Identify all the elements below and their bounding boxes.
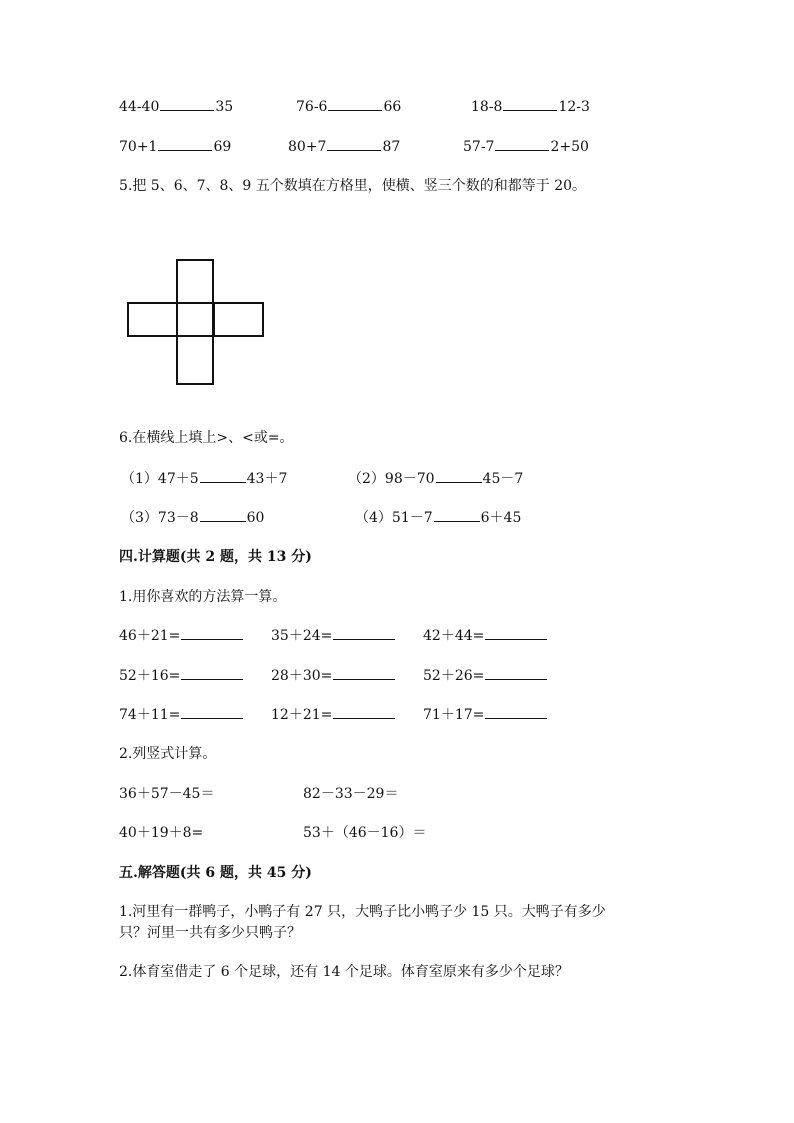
compare-left: 76-6 [296,99,328,115]
question-5-text: 5.把 5、6、7、8、9 五个数填在方格里，使横、竖三个数的和都等于 20。 [119,178,587,194]
question-6-title: 6.在横线上填上>、<或=。 [119,430,294,446]
answer-blank[interactable] [495,137,549,151]
q6-item [348,469,523,489]
answer-blank[interactable] [485,666,547,680]
answer-blank[interactable] [328,97,382,111]
calc-expression: 46＋21= [119,628,181,644]
calc-expression: 71＋17= [423,707,485,723]
q6-right: 43＋7 [246,471,288,487]
compare-item [119,137,231,157]
calc-item [271,626,396,646]
answer-blank[interactable] [333,626,395,640]
answer-blank[interactable] [200,508,246,522]
answer-blank[interactable] [434,508,480,522]
compare-right: 12-3 [558,99,590,115]
answer-blank[interactable] [503,97,557,111]
answer-blank[interactable] [181,626,243,640]
calc-expression: 52＋16= [119,668,181,684]
vertical-calc-item: 40＋19＋8= [119,825,204,841]
answer-blank[interactable] [436,469,482,483]
q6-left: （3）73－8 [121,510,199,526]
calc-expression: 12＋21= [271,707,333,723]
answer-blank[interactable] [485,626,547,640]
vertical-calc-item: 36＋57－45＝ [119,786,215,802]
grid-cell-bottom[interactable] [176,335,214,385]
q6-left: （1）47＋5 [121,471,199,487]
section-4-q2-title: 2.列竖式计算。 [119,746,217,762]
compare-right: 66 [383,99,402,115]
answer-blank[interactable] [160,97,214,111]
compare-right: 87 [382,139,401,155]
grid-cell-center[interactable] [176,302,214,337]
section-4-q1-title: 1.用你喜欢的方法算一算。 [119,589,287,605]
q6-right: 45－7 [482,471,524,487]
q6-right: 60 [246,510,265,526]
calc-item [119,705,244,725]
calc-expression: 42＋44= [423,628,485,644]
compare-item [471,97,590,117]
compare-item [296,97,401,117]
answer-blank[interactable] [485,705,547,719]
grid-cell-top[interactable] [176,259,214,304]
compare-left: 70+1 [119,139,158,155]
section-5-q1-line1: 1.河里有一群鸭子，小鸭子有 27 只，大鸭子比小鸭子少 15 只。大鸭子有多少 [119,904,606,920]
calc-item [271,705,396,725]
section-5-title: 五.解答题(共 6 题，共 45 分) [119,865,312,881]
q6-item [121,469,287,489]
q6-item [121,508,264,528]
compare-left: 44-40 [119,99,160,115]
calc-expression: 28＋30= [271,668,333,684]
compare-item [119,97,233,117]
calc-item [423,705,548,725]
compare-right: 35 [215,99,234,115]
answer-blank[interactable] [158,137,212,151]
calc-item [423,626,548,646]
section-5-q1-line2: 只？河里一共有多少只鸭子？ [119,925,301,941]
answer-blank[interactable] [181,705,243,719]
section-5-q2: 2.体育室借走了 6 个足球，还有 14 个足球。体育室原来有多少个足球？ [119,964,569,980]
q6-right: 6＋45 [480,510,522,526]
section-4-title: 四.计算题(共 2 题，共 13 分) [119,549,312,565]
calc-expression: 52＋26= [423,668,485,684]
calc-item [271,666,396,686]
q6-left: （4）51－7 [355,510,433,526]
grid-cell-right[interactable] [213,302,264,337]
answer-blank[interactable] [200,469,246,483]
answer-blank[interactable] [181,666,243,680]
grid-cell-left[interactable] [127,302,178,337]
answer-blank[interactable] [327,137,381,151]
compare-left: 18-8 [471,99,503,115]
compare-right: 69 [213,139,232,155]
q6-left: （2）98－70 [348,471,435,487]
calc-item [119,666,244,686]
answer-blank[interactable] [333,705,395,719]
compare-item [288,137,400,157]
answer-blank[interactable] [333,666,395,680]
compare-left: 57-7 [463,139,495,155]
calc-expression: 74＋11= [119,707,181,723]
vertical-calc-item: 53＋（46－16）＝ [303,825,427,841]
compare-left: 80+7 [288,139,327,155]
calc-expression: 35＋24= [271,628,333,644]
vertical-calc-item: 82－33－29＝ [303,786,399,802]
q6-item [355,508,521,528]
compare-item [463,137,589,157]
compare-right: 2+50 [550,139,589,155]
calc-item [423,666,548,686]
calc-item [119,626,244,646]
